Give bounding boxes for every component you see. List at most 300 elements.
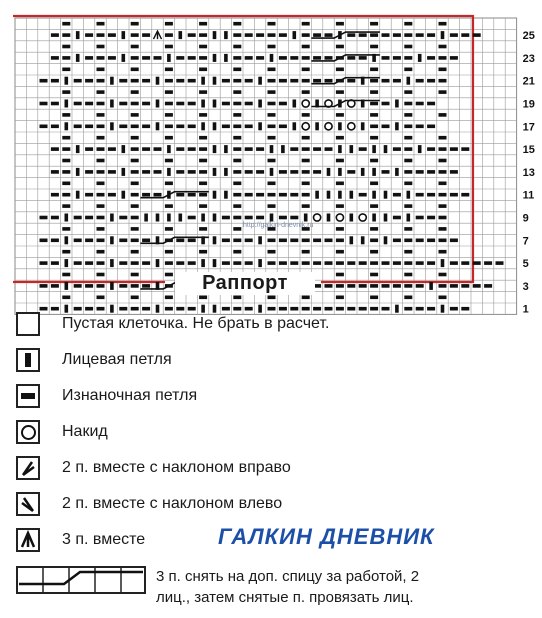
knit-mark — [224, 168, 228, 176]
purl-mark — [131, 56, 139, 60]
purl-mark — [154, 193, 162, 197]
watermark: http://galkin-dnevnik.ru — [243, 222, 314, 229]
purl-stitch-icon — [16, 384, 40, 408]
brand-logo: ГАЛКИН ДНЕВНИК — [218, 524, 435, 549]
purl-mark — [165, 261, 173, 265]
purl-mark — [313, 79, 321, 83]
purl-mark — [131, 216, 139, 220]
knit-mark — [270, 168, 274, 176]
legend-yarn-over — [16, 420, 108, 444]
purl-mark — [188, 307, 196, 311]
purl-mark — [108, 33, 116, 37]
purl-mark — [51, 170, 59, 174]
purl-mark — [108, 170, 116, 174]
knit-mark — [372, 168, 376, 176]
legend-knit — [16, 348, 172, 372]
purl-mark — [199, 22, 207, 26]
purl-mark — [427, 79, 435, 83]
purl-mark — [290, 193, 298, 197]
purl-mark — [370, 22, 378, 26]
legend-k2tog-left-text: 2 п. вместе с наклоном влево — [62, 495, 283, 512]
purl-mark — [97, 90, 105, 94]
purl-mark — [404, 113, 412, 117]
purl-mark — [370, 90, 378, 94]
purl-mark — [256, 170, 264, 174]
purl-mark — [370, 45, 378, 49]
purl-mark — [119, 239, 127, 243]
purl-mark — [245, 102, 253, 106]
purl-mark — [97, 125, 105, 129]
purl-mark — [461, 147, 469, 151]
purl-mark — [199, 182, 207, 186]
purl-mark — [450, 239, 458, 243]
purl-mark — [245, 79, 253, 83]
purl-mark — [74, 102, 82, 106]
purl-mark — [119, 261, 127, 265]
purl-mark — [176, 307, 184, 311]
knit-mark — [384, 214, 388, 222]
purl-mark — [336, 22, 344, 26]
knit-mark — [372, 145, 376, 153]
purl-mark — [142, 125, 150, 129]
knit-mark — [213, 236, 217, 244]
purl-mark — [404, 170, 412, 174]
purl-mark — [439, 284, 447, 288]
knit-mark — [65, 214, 69, 222]
purl-mark — [416, 33, 424, 37]
purl-mark — [370, 261, 378, 265]
purl-mark — [336, 250, 344, 254]
purl-mark — [461, 307, 469, 311]
purl-mark — [473, 261, 481, 265]
purl-mark — [313, 170, 321, 174]
purl-mark — [268, 296, 276, 300]
knit-mark — [315, 122, 319, 130]
legend-knit-text: Лицевая петля — [62, 351, 172, 368]
purl-mark — [279, 56, 287, 60]
purl-mark — [279, 307, 287, 311]
purl-mark — [279, 33, 287, 37]
purl-mark — [74, 239, 82, 243]
legend-k2tog-left — [16, 492, 282, 516]
purl-mark — [188, 102, 196, 106]
purl-mark — [359, 147, 367, 151]
purl-mark — [199, 68, 207, 72]
purl-mark — [325, 33, 333, 37]
purl-mark — [165, 250, 173, 254]
knit-mark — [144, 214, 148, 222]
purl-mark — [131, 159, 139, 163]
row-number: 23 — [522, 52, 535, 65]
knit-mark — [167, 145, 171, 153]
purl-mark — [233, 307, 241, 311]
purl-mark — [233, 170, 241, 174]
purl-mark — [233, 125, 241, 129]
purl-mark — [176, 239, 184, 243]
purl-mark — [336, 159, 344, 163]
purl-mark — [245, 125, 253, 129]
knit-mark — [407, 191, 411, 199]
k2tog-right-icon — [16, 456, 40, 480]
knit-mark — [156, 122, 160, 130]
purl-mark — [416, 102, 424, 106]
purl-mark — [97, 239, 105, 243]
purl-mark — [416, 284, 424, 288]
purl-mark — [131, 33, 139, 37]
knit-mark — [441, 259, 445, 267]
purl-mark — [404, 125, 412, 129]
knit-mark — [65, 282, 69, 290]
purl-mark — [359, 284, 367, 288]
knit-mark — [270, 214, 274, 222]
purl-mark — [439, 22, 447, 26]
purl-mark — [336, 239, 344, 243]
purl-mark — [347, 33, 355, 37]
knit-mark — [156, 77, 160, 85]
purl-mark — [131, 250, 139, 254]
purl-mark — [382, 170, 390, 174]
purl-mark — [97, 159, 105, 163]
purl-mark — [393, 261, 401, 265]
purl-mark — [131, 45, 139, 49]
purl-mark — [165, 159, 173, 163]
purl-mark — [427, 56, 435, 60]
knit-mark — [224, 145, 228, 153]
purl-mark — [154, 147, 162, 151]
purl-mark — [74, 307, 82, 311]
purl-mark — [199, 204, 207, 208]
cable-cross-icon — [16, 566, 146, 594]
purl-mark — [176, 79, 184, 83]
purl-mark — [51, 147, 59, 151]
knit-mark — [372, 191, 376, 199]
knit-mark — [122, 31, 126, 39]
purl-mark — [176, 125, 184, 129]
purl-mark — [97, 147, 105, 151]
purl-mark — [222, 125, 230, 129]
knit-mark — [122, 145, 126, 153]
legend-cable-line1: 3 п. снять на доп. спицу за работой, 2 — [156, 568, 420, 585]
purl-mark — [461, 284, 469, 288]
purl-mark — [336, 296, 344, 300]
knit-mark — [167, 214, 171, 222]
purl-mark — [302, 204, 310, 208]
legend-cable — [16, 566, 419, 608]
knit-mark — [122, 191, 126, 199]
purl-mark — [131, 125, 139, 129]
k2tog-left-icon — [16, 492, 40, 516]
purl-mark — [40, 79, 48, 83]
purl-mark — [199, 250, 207, 254]
purl-mark — [439, 296, 447, 300]
purl-mark — [233, 33, 241, 37]
purl-mark — [325, 239, 333, 243]
purl-mark — [199, 147, 207, 151]
purl-mark — [165, 307, 173, 311]
purl-mark — [62, 193, 70, 197]
purl-mark — [97, 193, 105, 197]
purl-mark — [256, 216, 264, 220]
purl-mark — [97, 284, 105, 288]
purl-mark — [188, 79, 196, 83]
knit-mark — [293, 100, 297, 108]
purl-mark — [416, 170, 424, 174]
purl-mark — [336, 45, 344, 49]
purl-mark — [142, 147, 150, 151]
purl-mark — [313, 33, 321, 37]
purl-mark — [188, 216, 196, 220]
purl-mark — [370, 159, 378, 163]
purl-mark — [359, 56, 367, 60]
purl-mark — [439, 239, 447, 243]
purl-mark — [416, 79, 424, 83]
purl-mark — [302, 261, 310, 265]
purl-mark — [199, 193, 207, 197]
purl-mark — [439, 90, 447, 94]
purl-mark — [233, 102, 241, 106]
knit-mark — [372, 214, 376, 222]
knit-mark — [384, 236, 388, 244]
purl-mark — [404, 136, 412, 140]
purl-mark — [473, 284, 481, 288]
purl-mark — [176, 261, 184, 265]
legend-empty-text: Пустая клеточка. Не брать в расчет. — [62, 315, 330, 332]
purl-mark — [496, 261, 504, 265]
purl-mark — [484, 284, 492, 288]
purl-mark — [62, 45, 70, 49]
purl-mark — [302, 296, 310, 300]
purl-mark — [131, 102, 139, 106]
purl-mark — [131, 170, 139, 174]
purl-mark — [268, 113, 276, 117]
knit-mark — [350, 145, 354, 153]
purl-mark — [131, 68, 139, 72]
purl-mark — [51, 56, 59, 60]
purl-mark — [268, 204, 276, 208]
purl-mark — [188, 261, 196, 265]
purl-mark — [427, 193, 435, 197]
purl-mark — [439, 68, 447, 72]
knit-mark — [76, 31, 80, 39]
purl-mark — [290, 79, 298, 83]
knit-mark — [281, 145, 285, 153]
purl-mark — [165, 227, 173, 231]
purl-mark — [119, 284, 127, 288]
purl-mark — [439, 170, 447, 174]
purl-mark — [233, 45, 241, 49]
row-number: 21 — [522, 75, 535, 88]
purl-mark — [222, 79, 230, 83]
purl-mark — [188, 33, 196, 37]
purl-mark — [199, 170, 207, 174]
knit-mark — [258, 259, 262, 267]
purl-mark — [85, 284, 93, 288]
knit-mark — [201, 100, 205, 108]
purl-mark — [233, 182, 241, 186]
purl-mark — [131, 136, 139, 140]
purl-mark — [74, 79, 82, 83]
knit-mark — [384, 145, 388, 153]
purl-mark — [40, 261, 48, 265]
purl-mark — [97, 204, 105, 208]
purl-mark — [347, 170, 355, 174]
purl-mark — [165, 113, 173, 117]
purl-mark — [347, 284, 355, 288]
purl-mark — [359, 261, 367, 265]
purl-mark — [131, 296, 139, 300]
purl-mark — [416, 125, 424, 129]
purl-mark — [439, 56, 447, 60]
purl-mark — [119, 79, 127, 83]
purl-mark — [313, 261, 321, 265]
purl-mark — [268, 136, 276, 140]
knit-mark — [441, 305, 445, 313]
purl-mark — [199, 159, 207, 163]
purl-mark — [370, 33, 378, 37]
purl-mark — [97, 45, 105, 49]
purl-mark — [302, 22, 310, 26]
knit-mark — [350, 191, 354, 199]
knit-mark — [361, 122, 365, 130]
purl-mark — [142, 56, 150, 60]
legend-k3tog-text: 3 п. вместе — [62, 531, 146, 548]
purl-mark — [51, 102, 59, 106]
purl-mark — [290, 239, 298, 243]
purl-mark — [142, 284, 150, 288]
purl-mark — [62, 33, 70, 37]
purl-mark — [131, 261, 139, 265]
legend-k2tog-right-text: 2 п. вместе с наклоном вправо — [62, 459, 291, 476]
purl-mark — [268, 45, 276, 49]
purl-mark — [245, 307, 253, 311]
purl-mark — [439, 227, 447, 231]
purl-mark — [85, 79, 93, 83]
purl-mark — [336, 204, 344, 208]
purl-mark — [404, 102, 412, 106]
knit-mark — [395, 122, 399, 130]
purl-mark — [450, 147, 458, 151]
purl-mark — [279, 125, 287, 129]
purl-mark — [62, 22, 70, 26]
purl-mark — [176, 56, 184, 60]
purl-mark — [97, 33, 105, 37]
purl-mark — [233, 147, 241, 151]
row-number: 7 — [522, 235, 529, 248]
purl-mark — [439, 273, 447, 277]
purl-mark — [404, 204, 412, 208]
legend-cable-line2: лиц., затем снятые п. провязать лиц. — [156, 589, 414, 606]
purl-mark — [279, 102, 287, 106]
purl-mark — [165, 102, 173, 106]
rapport-label: Раппорт — [175, 272, 315, 295]
purl-mark — [427, 102, 435, 106]
knit-mark — [224, 54, 228, 62]
purl-mark — [85, 307, 93, 311]
knit-mark — [156, 259, 160, 267]
purl-mark — [393, 33, 401, 37]
legend-empty — [16, 312, 329, 336]
purl-mark — [131, 182, 139, 186]
purl-mark — [404, 261, 412, 265]
purl-mark — [233, 113, 241, 117]
knit-mark — [201, 259, 205, 267]
knit-mark — [338, 191, 342, 199]
purl-mark — [302, 307, 310, 311]
purl-mark — [382, 79, 390, 83]
purl-mark — [313, 239, 321, 243]
purl-mark — [62, 113, 70, 117]
purl-mark — [393, 147, 401, 151]
knit-mark — [327, 168, 331, 176]
purl-mark — [165, 90, 173, 94]
knit-mark — [270, 145, 274, 153]
purl-mark — [176, 147, 184, 151]
row-number: 19 — [522, 98, 535, 111]
knit-mark — [395, 168, 399, 176]
purl-mark — [188, 56, 196, 60]
knit-mark — [179, 31, 183, 39]
purl-mark — [450, 193, 458, 197]
purl-mark — [85, 147, 93, 151]
purl-mark — [450, 284, 458, 288]
purl-mark — [74, 216, 82, 220]
knit-mark — [65, 100, 69, 108]
purl-mark — [325, 56, 333, 60]
knit-mark — [315, 191, 319, 199]
purl-mark — [404, 90, 412, 94]
purl-mark — [119, 216, 127, 220]
knit-mark — [350, 236, 354, 244]
purl-mark — [450, 33, 458, 37]
purl-mark — [484, 261, 492, 265]
purl-mark — [165, 273, 173, 277]
purl-mark — [416, 193, 424, 197]
purl-mark — [268, 250, 276, 254]
purl-mark — [165, 68, 173, 72]
purl-mark — [142, 33, 150, 37]
purl-mark — [336, 273, 344, 277]
knit-mark — [293, 122, 297, 130]
purl-mark — [62, 204, 70, 208]
purl-mark — [199, 296, 207, 300]
purl-mark — [131, 22, 139, 26]
purl-mark — [51, 79, 59, 83]
knit-mark — [110, 122, 114, 130]
knit-mark — [213, 145, 217, 153]
purl-mark — [256, 33, 264, 37]
purl-mark — [199, 113, 207, 117]
purl-mark — [74, 284, 82, 288]
purl-mark — [302, 45, 310, 49]
purl-mark — [245, 170, 253, 174]
purl-mark — [142, 307, 150, 311]
purl-mark — [404, 45, 412, 49]
purl-mark — [85, 170, 93, 174]
purl-mark — [40, 284, 48, 288]
knit-mark — [110, 100, 114, 108]
purl-mark — [279, 239, 287, 243]
purl-mark — [302, 182, 310, 186]
purl-mark — [62, 68, 70, 72]
purl-mark — [382, 125, 390, 129]
purl-mark — [97, 307, 105, 311]
purl-mark — [245, 216, 253, 220]
knit-mark — [201, 122, 205, 130]
purl-mark — [62, 182, 70, 186]
purl-mark — [439, 250, 447, 254]
purl-mark — [108, 56, 116, 60]
knit-mark — [258, 122, 262, 130]
